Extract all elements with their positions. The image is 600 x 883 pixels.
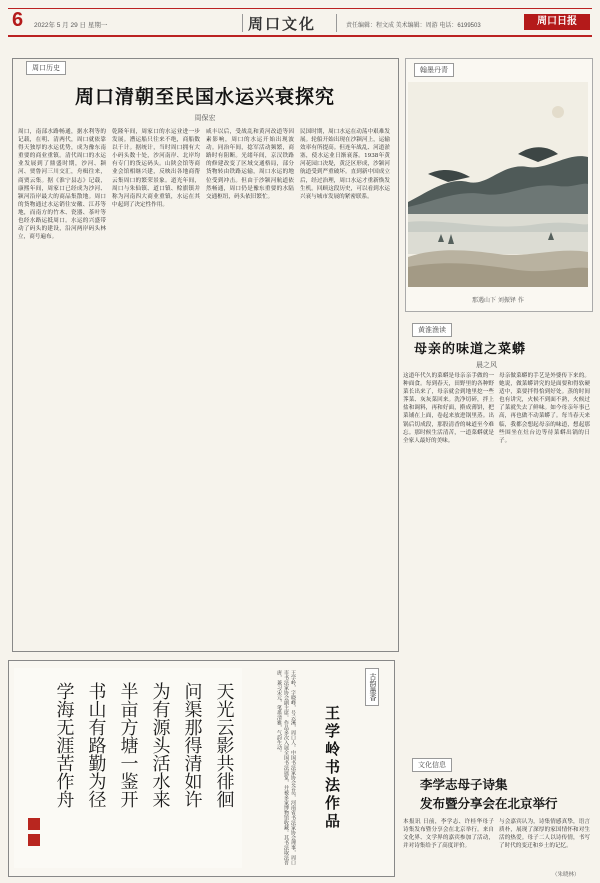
calligraphy-script-column: 半亩方塘一鉴开 — [117, 682, 139, 808]
main-article-column: 乾隆年间，周家口的水运业进一步发展。漕运船只往来不绝，商船数以千计。据统计，当时周口拥有大小码头数十处，沙河南岸、北岸均有专门的货运码头。山陕会馆等商业会馆相继兴建，反映出各地商帮云集周口的繁荣景象。道光年间，周口与朱仙镇、道口镇、赊旗镇并称为河南四大商业重镇，水运在其中起到了决定性作用。 — [112, 129, 200, 208]
article3-column: 与会嘉宾认为，诗集情感真挚，语言质朴，展现了深厚的家国情怀和对生活的热爱。母子二人以诗传情，书写了时代的变迁和乡土的记忆。 — [499, 819, 590, 850]
header-divider — [336, 14, 337, 32]
calligraphy-script-column: 为有源头活水来 — [149, 682, 171, 808]
article3-title: 李学志母子诗集 — [420, 777, 508, 792]
landscape-painting — [408, 82, 588, 287]
article3-tag: 文化信息 — [412, 758, 452, 772]
calligraphy-artwork — [14, 668, 242, 868]
article2-column: 这道年代久的菜蟒是母亲亲手做的一种面食。每到春天，田野里的各种野菜长出来了，母亲就会到地里挖一些荠菜、灰灰菜回来。洗净切碎，拌上盐和调料，再和好面，擀成薄饼，把菜铺在上面，卷起来放进锅里蒸。出锅后切成段，那股清香的味道至今难忘。那时候生活清苦，一道菜蟒就是全家人最好的美味。 — [403, 373, 494, 444]
calligraphy-tag: 古韵墨香 — [365, 668, 379, 706]
article3-end-note: （朱晓林） — [552, 872, 580, 878]
date-text: 2022年 5 月 29 日 星期一 — [34, 22, 108, 29]
red-seal-stamp — [28, 834, 40, 846]
painting-caption: 那遇山下 刘振铎 作 — [472, 297, 524, 304]
red-seal-stamp — [28, 818, 40, 830]
calligraphy-title: 王学岭书法作品 — [323, 705, 341, 831]
main-article-tag: 周口历史 — [26, 61, 66, 75]
article2-tag: 黄淮渔读 — [412, 323, 452, 337]
article2-author: 晨之风 — [476, 361, 497, 369]
main-article-author: 周保宏 — [194, 114, 216, 122]
page-number: 6 — [12, 9, 24, 31]
main-article-column: 民国时期，周口水运在动荡中艰难发展。轮船开始出现在沙颍河上，运输效率有所提高。但连年战乱、河道淤塞，使水运业日渐衰落。1938年黄河花园口决堤，黄泛区形成，沙颍河航道受到严重破坏。直到新中国成立后，经过治理，周口水运才重新焕发生机。回顾这段历史，可以看到水运兴衰与城市发展的紧密联系。 — [300, 129, 390, 200]
calligraphy-script-column: 问渠那得清如许 — [181, 682, 203, 808]
article3-subtitle: 发布暨分享会在北京举行 — [420, 796, 558, 811]
main-article-column: 咸丰以后，受战乱和黄河改道等因素影响，周口的水运开始出现波动。同治年间，捻军活动频繁，商路时有阻断。光绪年间，京汉铁路的修建改变了区域交通格局，部分货物转由铁路运输，周口水运的地位受到冲击。但由于沙颍河航道依然畅通，周口仍是豫东重要的水陆交通枢纽，码头依旧繁忙。 — [206, 129, 294, 200]
top-rule — [8, 8, 592, 9]
header-rule — [8, 35, 592, 37]
artist-bio: 王学岭，字晓峰，号云溪，周口人。中国书法家协会会员，河南省书法家协会理事，周口市书法家协会副主席。作品多次入展全国书法展览，并被多家博物馆收藏。其书法取法晋唐，兼习宋元，笔墨清雅，气韵生动。 — [276, 670, 296, 865]
article2-column: 母亲做菜蟒的手艺是外婆传下来的。她说，做菜蟒讲究的是面要和得软硬适中，菜要拌得恰到好处。蒸的时间也有讲究，火候不到面不熟，火候过了菜就失去了鲜味。如今母亲年事已高，再也做不动菜蟒了。每当春天来临，我都会想起母亲的味道，想起那些围坐在灶台边等待菜蟒出锅的日子。 — [499, 373, 590, 444]
section-title: 周口文化 — [248, 15, 317, 33]
article2-title: 母亲的味道之菜蟒 — [414, 342, 527, 357]
header-divider — [242, 14, 243, 32]
calligraphy-script-column: 学海无涯苦作舟 — [53, 682, 75, 808]
calligraphy-script-column: 书山有路勤为径 — [85, 682, 107, 808]
article3-column: 本报讯 日前，李学志、许桂华母子诗集发布暨分享会在北京举行。来自文化界、文学界的嘉宾参加了活动，并对诗集给予了高度评价。 — [403, 819, 494, 850]
main-article-title: 周口清朝至民国水运兴衰探究 — [74, 86, 335, 108]
main-article-column: 周口，南部水路畅通，据水利等的记载，在明、清两代，周口就依靠得天独厚的水运优势，成为豫东南重要的商业重镇。清代周口的水运业发展到了鼎盛时期，沙河、颍河、贾鲁河三川交汇，舟楫往来，商贾云集。据《淮宁县志》记载，康熙年间，周家口已经成为沙河、颍河沿岸最大的商品集散地。周口的货物通过水运销往安徽、江苏等地，而南方的竹木、瓷器、茶叶等也经水路运抵周口。水运的兴盛带动了码头的建设，沿河两岸码头林立，商号遍布。 — [18, 129, 106, 241]
calligraphy-script-column: 天光云影共徘徊 — [213, 682, 235, 808]
masthead-logo: 周口日报 — [524, 14, 590, 30]
painting-tag: 翰墨丹青 — [414, 63, 454, 77]
editors-info: 责任编辑：程文成 美术编辑：周游 电话：6199503 — [346, 23, 481, 29]
